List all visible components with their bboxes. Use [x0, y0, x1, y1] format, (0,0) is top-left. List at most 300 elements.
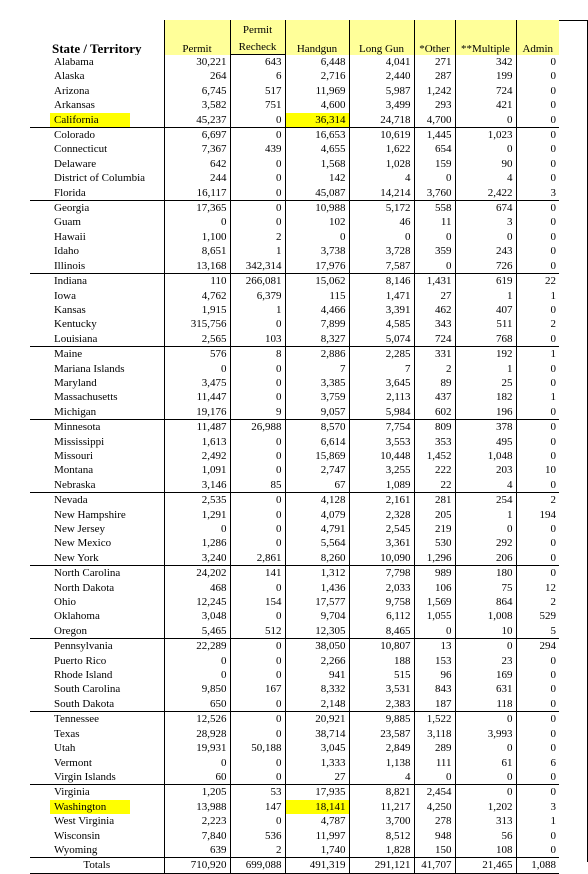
value-cell: 3,146 [164, 478, 230, 493]
value-cell: 0 [230, 727, 285, 741]
state-name-cell: Idaho [54, 245, 80, 258]
value-cell: 1,312 [285, 566, 349, 581]
value-cell: 67 [285, 478, 349, 493]
value-cell: 3,553 [349, 435, 414, 449]
value-cell: 0 [516, 697, 559, 712]
value-cell: 1,205 [164, 785, 230, 800]
value-cell: 378 [455, 420, 516, 435]
value-cell: 188 [349, 654, 414, 668]
value-cell: 4,041 [349, 55, 414, 70]
value-cell: 294 [516, 639, 559, 654]
table-row [30, 332, 559, 347]
value-cell: 10,448 [349, 449, 414, 463]
value-cell: 2,266 [285, 654, 349, 668]
value-cell: 1,028 [349, 157, 414, 171]
value-cell: 12,245 [164, 595, 230, 609]
state-name-cell: Maryland [54, 376, 97, 389]
value-cell: 0 [414, 624, 455, 639]
value-cell: 0 [230, 756, 285, 770]
value-cell: 726 [455, 259, 516, 274]
value-cell: 0 [516, 376, 559, 390]
state-name-cell: Kansas [54, 303, 86, 316]
value-cell: 5,074 [349, 332, 414, 347]
value-cell: 7,587 [349, 259, 414, 274]
table-row [30, 113, 559, 128]
value-cell: 11,487 [164, 420, 230, 435]
value-cell: 199 [455, 69, 516, 83]
value-cell: 23 [455, 654, 516, 668]
value-cell: 0 [516, 682, 559, 696]
value-cell: 287 [414, 69, 455, 83]
value-cell: 2,440 [349, 69, 414, 83]
state-name-cell: District of Columbia [54, 172, 146, 185]
value-cell: 864 [455, 595, 516, 609]
value-cell: 0 [455, 639, 516, 654]
value-cell: 4,762 [164, 289, 230, 303]
value-cell: 5 [516, 624, 559, 639]
value-cell: 0 [230, 522, 285, 536]
value-cell: 0 [516, 142, 559, 156]
value-cell: 10 [516, 463, 559, 477]
value-cell: 0 [230, 186, 285, 201]
value-cell: 56 [455, 829, 516, 843]
value-cell: 50,188 [230, 741, 285, 755]
value-cell: 3,361 [349, 536, 414, 550]
value-cell: 20,921 [285, 712, 349, 727]
value-cell: 12,526 [164, 712, 230, 727]
value-cell: 941 [285, 668, 349, 682]
table-row [30, 390, 559, 404]
multiple-header: **Multiple [455, 20, 516, 55]
state-name-cell: Florida [54, 186, 86, 199]
value-cell: 4,466 [285, 303, 349, 317]
value-cell: 219 [414, 522, 455, 536]
value-cell: 342,314 [230, 259, 285, 274]
value-cell: 1,291 [164, 508, 230, 522]
table-row [30, 581, 559, 595]
value-cell: 0 [516, 259, 559, 274]
state-name-cell: Washington [30, 800, 164, 814]
state-name-cell: Kentucky [54, 318, 97, 331]
value-cell: 751 [230, 98, 285, 112]
value-cell: 0 [516, 171, 559, 185]
value-cell: 529 [516, 609, 559, 623]
table-row [30, 55, 559, 70]
handgun-header: Handgun [285, 20, 349, 55]
value-cell: 0 [455, 741, 516, 755]
value-cell: 2,285 [349, 347, 414, 362]
value-cell: 118 [455, 697, 516, 712]
value-cell: 0 [516, 113, 559, 128]
value-cell: 439 [230, 142, 285, 156]
value-cell: 0 [230, 128, 285, 143]
state-territory-header: State / Territory [30, 20, 164, 55]
table-row [30, 186, 559, 201]
table-row [30, 405, 559, 420]
value-cell: 0 [455, 230, 516, 244]
state-name-cell: Michigan [54, 405, 97, 418]
value-cell: 0 [516, 69, 559, 83]
value-cell: 25 [455, 376, 516, 390]
state-name-cell: New Jersey [54, 523, 106, 535]
value-cell: 517 [230, 84, 285, 98]
table-row [30, 697, 559, 712]
value-cell: 9,758 [349, 595, 414, 609]
value-cell: 206 [455, 551, 516, 566]
value-cell: 0 [285, 230, 349, 244]
value-cell: 293 [414, 98, 455, 112]
value-cell: 4,585 [349, 317, 414, 331]
value-cell: 3 [455, 215, 516, 229]
value-cell: 1,333 [285, 756, 349, 770]
value-cell: 5,984 [349, 405, 414, 420]
value-cell: 2,148 [285, 697, 349, 712]
value-cell: 2,383 [349, 697, 414, 712]
value-cell: 3,582 [164, 98, 230, 112]
value-cell: 1,048 [455, 449, 516, 463]
value-cell: 4,791 [285, 522, 349, 536]
value-cell: 6,112 [349, 609, 414, 623]
value-cell: 154 [230, 595, 285, 609]
value-cell: 511 [455, 317, 516, 331]
value-cell: 0 [455, 113, 516, 128]
table-row [30, 508, 559, 522]
state-name-cell: Massachusetts [54, 391, 118, 404]
totals-label: Totals [30, 858, 164, 873]
value-cell: 3,738 [285, 244, 349, 258]
value-cell: 281 [414, 493, 455, 508]
value-cell: 0 [230, 463, 285, 477]
value-cell: 0 [230, 770, 285, 785]
state-name-cell: Guam [54, 216, 81, 229]
value-cell: 1,613 [164, 435, 230, 449]
value-cell: 2,328 [349, 508, 414, 522]
state-name-cell: New York [54, 551, 99, 564]
table-row [30, 522, 559, 536]
value-cell: 2,747 [285, 463, 349, 477]
table-row [30, 829, 559, 843]
state-name-cell: South Dakota [54, 697, 115, 710]
table-row [30, 756, 559, 770]
table-row [30, 69, 559, 83]
value-cell: 0 [516, 157, 559, 171]
value-cell: 75 [455, 581, 516, 595]
state-name-cell: Mariana Islands [54, 362, 125, 375]
value-cell: 12 [516, 581, 559, 595]
value-cell: 2,033 [349, 581, 414, 595]
value-cell: 7,840 [164, 829, 230, 843]
value-cell: 0 [516, 303, 559, 317]
value-cell: 16,117 [164, 186, 230, 201]
state-name-cell: Rhode Island [54, 669, 113, 682]
table-row [30, 303, 559, 317]
value-cell: 0 [164, 756, 230, 770]
value-cell: 111 [414, 756, 455, 770]
value-cell: 0 [516, 435, 559, 449]
value-cell: 724 [414, 332, 455, 347]
value-cell: 0 [516, 84, 559, 98]
value-cell: 11,447 [164, 390, 230, 404]
value-cell: 10,090 [349, 551, 414, 566]
table-row [30, 843, 559, 858]
value-cell: 0 [230, 201, 285, 216]
value-cell: 142 [285, 171, 349, 185]
value-cell: 108 [455, 843, 516, 858]
value-cell: 22 [516, 274, 559, 289]
value-cell: 576 [164, 347, 230, 362]
value-cell: 102 [285, 215, 349, 229]
value-cell: 271 [414, 55, 455, 70]
table-row [30, 435, 559, 449]
value-cell: 536 [230, 829, 285, 843]
value-cell: 1 [455, 362, 516, 376]
state-name-cell: Wisconsin [54, 829, 100, 842]
value-cell: 12,305 [285, 624, 349, 639]
value-cell: 11,217 [349, 800, 414, 814]
value-cell: 724 [455, 84, 516, 98]
value-cell: 315,756 [164, 317, 230, 331]
state-name-cell: Puerto Rico [54, 654, 107, 667]
value-cell: 4 [349, 171, 414, 185]
permit-header: Permit [164, 20, 230, 55]
value-cell: 2,545 [349, 522, 414, 536]
table-row [30, 639, 559, 654]
value-cell: 90 [455, 157, 516, 171]
value-cell: 331 [414, 347, 455, 362]
value-cell: 468 [164, 581, 230, 595]
value-cell: 0 [164, 654, 230, 668]
value-cell: 3,728 [349, 244, 414, 258]
state-name-cell: Delaware [54, 157, 97, 170]
value-cell: 4,655 [285, 142, 349, 156]
value-cell: 1,202 [455, 800, 516, 814]
value-cell: 7,798 [349, 566, 414, 581]
state-name-cell: Hawaii [54, 230, 86, 243]
value-cell: 103 [230, 332, 285, 347]
value-cell: 2,113 [349, 390, 414, 404]
value-cell: 243 [455, 244, 516, 258]
table-row [30, 128, 559, 143]
value-cell: 13,168 [164, 259, 230, 274]
value-cell: 24,718 [349, 113, 414, 128]
value-cell: 343 [414, 317, 455, 331]
table-row [30, 84, 559, 98]
state-name-cell: Georgia [30, 201, 164, 216]
value-cell: 4 [455, 478, 516, 493]
value-cell: 462 [414, 303, 455, 317]
value-cell: 0 [516, 770, 559, 785]
state-name-cell: Oregon [54, 624, 87, 637]
value-cell: 0 [516, 522, 559, 536]
value-cell: 8,651 [164, 244, 230, 258]
value-cell: 38,714 [285, 727, 349, 741]
value-cell: 1,431 [414, 274, 455, 289]
value-cell: 1,286 [164, 536, 230, 550]
value-cell: 38,050 [285, 639, 349, 654]
total-value-cell: 710,920 [164, 858, 230, 873]
value-cell: 1,100 [164, 230, 230, 244]
value-cell: 141 [230, 566, 285, 581]
value-cell: 2,886 [285, 347, 349, 362]
value-cell: 10 [455, 624, 516, 639]
state-name-cell: Virginia [30, 785, 164, 800]
value-cell: 14,214 [349, 186, 414, 201]
value-cell: 13 [414, 639, 455, 654]
value-cell: 4,079 [285, 508, 349, 522]
value-cell: 0 [230, 362, 285, 376]
value-cell: 15,869 [285, 449, 349, 463]
value-cell: 3,118 [414, 727, 455, 741]
state-name-cell: Louisiana [54, 332, 98, 345]
value-cell: 3 [516, 186, 559, 201]
value-cell: 0 [516, 727, 559, 741]
value-cell: 2 [516, 493, 559, 508]
value-cell: 187 [414, 697, 455, 712]
value-cell: 292 [455, 536, 516, 550]
value-cell: 359 [414, 244, 455, 258]
value-cell: 0 [230, 654, 285, 668]
value-cell: 89 [414, 376, 455, 390]
value-cell: 654 [414, 142, 455, 156]
value-cell: 1,569 [414, 595, 455, 609]
value-cell: 17,365 [164, 201, 230, 216]
total-value-cell: 699,088 [230, 858, 285, 873]
value-cell: 0 [516, 244, 559, 258]
value-cell: 0 [516, 566, 559, 581]
value-cell: 8,327 [285, 332, 349, 347]
value-cell: 407 [455, 303, 516, 317]
value-cell: 0 [516, 785, 559, 800]
value-cell: 11 [414, 215, 455, 229]
state-name-cell: Maine [30, 347, 164, 362]
state-name-cell: Indiana [30, 274, 164, 289]
table-row [30, 770, 559, 785]
value-cell: 0 [230, 668, 285, 682]
table-body [30, 55, 559, 874]
value-cell: 421 [455, 98, 516, 112]
state-name-cell: South Carolina [54, 683, 121, 696]
value-cell: 4 [455, 171, 516, 185]
value-cell: 244 [164, 171, 230, 185]
state-name-cell: Pennsylvania [30, 639, 164, 654]
table-row [30, 785, 559, 800]
state-name-cell: Missouri [54, 449, 94, 462]
value-cell: 0 [516, 712, 559, 727]
value-cell: 4,700 [414, 113, 455, 128]
table-row [30, 230, 559, 244]
value-cell: 2,454 [414, 785, 455, 800]
value-cell: 0 [516, 362, 559, 376]
value-cell: 3,759 [285, 390, 349, 404]
table-row [30, 609, 559, 623]
value-cell: 3,700 [349, 814, 414, 828]
state-name-cell: Vermont [54, 756, 92, 769]
value-cell: 0 [455, 785, 516, 800]
value-cell: 7,754 [349, 420, 414, 435]
value-cell: 23,587 [349, 727, 414, 741]
value-cell: 222 [414, 463, 455, 477]
value-cell: 639 [164, 843, 230, 858]
value-cell: 24,202 [164, 566, 230, 581]
value-cell: 1,445 [414, 128, 455, 143]
value-cell: 1 [455, 508, 516, 522]
table-row [30, 624, 559, 639]
value-cell: 0 [414, 259, 455, 274]
value-cell: 2,492 [164, 449, 230, 463]
total-value-cell: 291,121 [349, 858, 414, 873]
value-cell: 0 [414, 230, 455, 244]
value-cell: 6 [516, 756, 559, 770]
value-cell: 0 [230, 113, 285, 128]
value-cell: 1,008 [455, 609, 516, 623]
table-row [30, 98, 559, 112]
value-cell: 642 [164, 157, 230, 171]
value-cell: 30,221 [164, 55, 230, 70]
value-cell: 0 [349, 230, 414, 244]
value-cell: 3,531 [349, 682, 414, 696]
value-cell: 22,289 [164, 639, 230, 654]
value-cell: 18,141 [285, 800, 349, 814]
value-cell: 0 [516, 449, 559, 463]
value-cell: 11,997 [285, 829, 349, 843]
state-name-cell: Illinois [54, 259, 86, 272]
value-cell: 530 [414, 536, 455, 550]
value-cell: 11,969 [285, 84, 349, 98]
value-cell: 150 [414, 843, 455, 858]
value-cell: 0 [516, 230, 559, 244]
value-cell: 27 [414, 289, 455, 303]
total-value-cell: 21,465 [455, 858, 516, 873]
value-cell: 6,379 [230, 289, 285, 303]
value-cell: 0 [230, 814, 285, 828]
table-row [30, 668, 559, 682]
value-cell: 0 [455, 770, 516, 785]
value-cell: 8,260 [285, 551, 349, 566]
value-cell: 10,807 [349, 639, 414, 654]
value-cell: 1,436 [285, 581, 349, 595]
value-cell: 1,740 [285, 843, 349, 858]
value-cell: 0 [230, 609, 285, 623]
value-cell: 2,535 [164, 493, 230, 508]
value-cell: 4,128 [285, 493, 349, 508]
firearm-checks-table [30, 20, 559, 874]
value-cell: 495 [455, 435, 516, 449]
value-cell: 3,499 [349, 98, 414, 112]
value-cell: 9,850 [164, 682, 230, 696]
value-cell: 8,465 [349, 624, 414, 639]
value-cell: 7,367 [164, 142, 230, 156]
value-cell: 1,242 [414, 84, 455, 98]
table-row [30, 814, 559, 828]
value-cell: 650 [164, 697, 230, 712]
value-cell: 0 [516, 55, 559, 70]
table-row [30, 157, 559, 171]
value-cell: 96 [414, 668, 455, 682]
state-name-cell: Nevada [30, 493, 164, 508]
value-cell: 1 [516, 390, 559, 404]
value-cell: 0 [516, 536, 559, 550]
value-cell: 3,385 [285, 376, 349, 390]
value-cell: 3,475 [164, 376, 230, 390]
value-cell: 1,828 [349, 843, 414, 858]
value-cell: 0 [516, 128, 559, 143]
value-cell: 8,570 [285, 420, 349, 435]
value-cell: 60 [164, 770, 230, 785]
value-cell: 1 [516, 289, 559, 303]
value-cell: 0 [516, 654, 559, 668]
table-row [30, 463, 559, 477]
value-cell: 10,619 [349, 128, 414, 143]
